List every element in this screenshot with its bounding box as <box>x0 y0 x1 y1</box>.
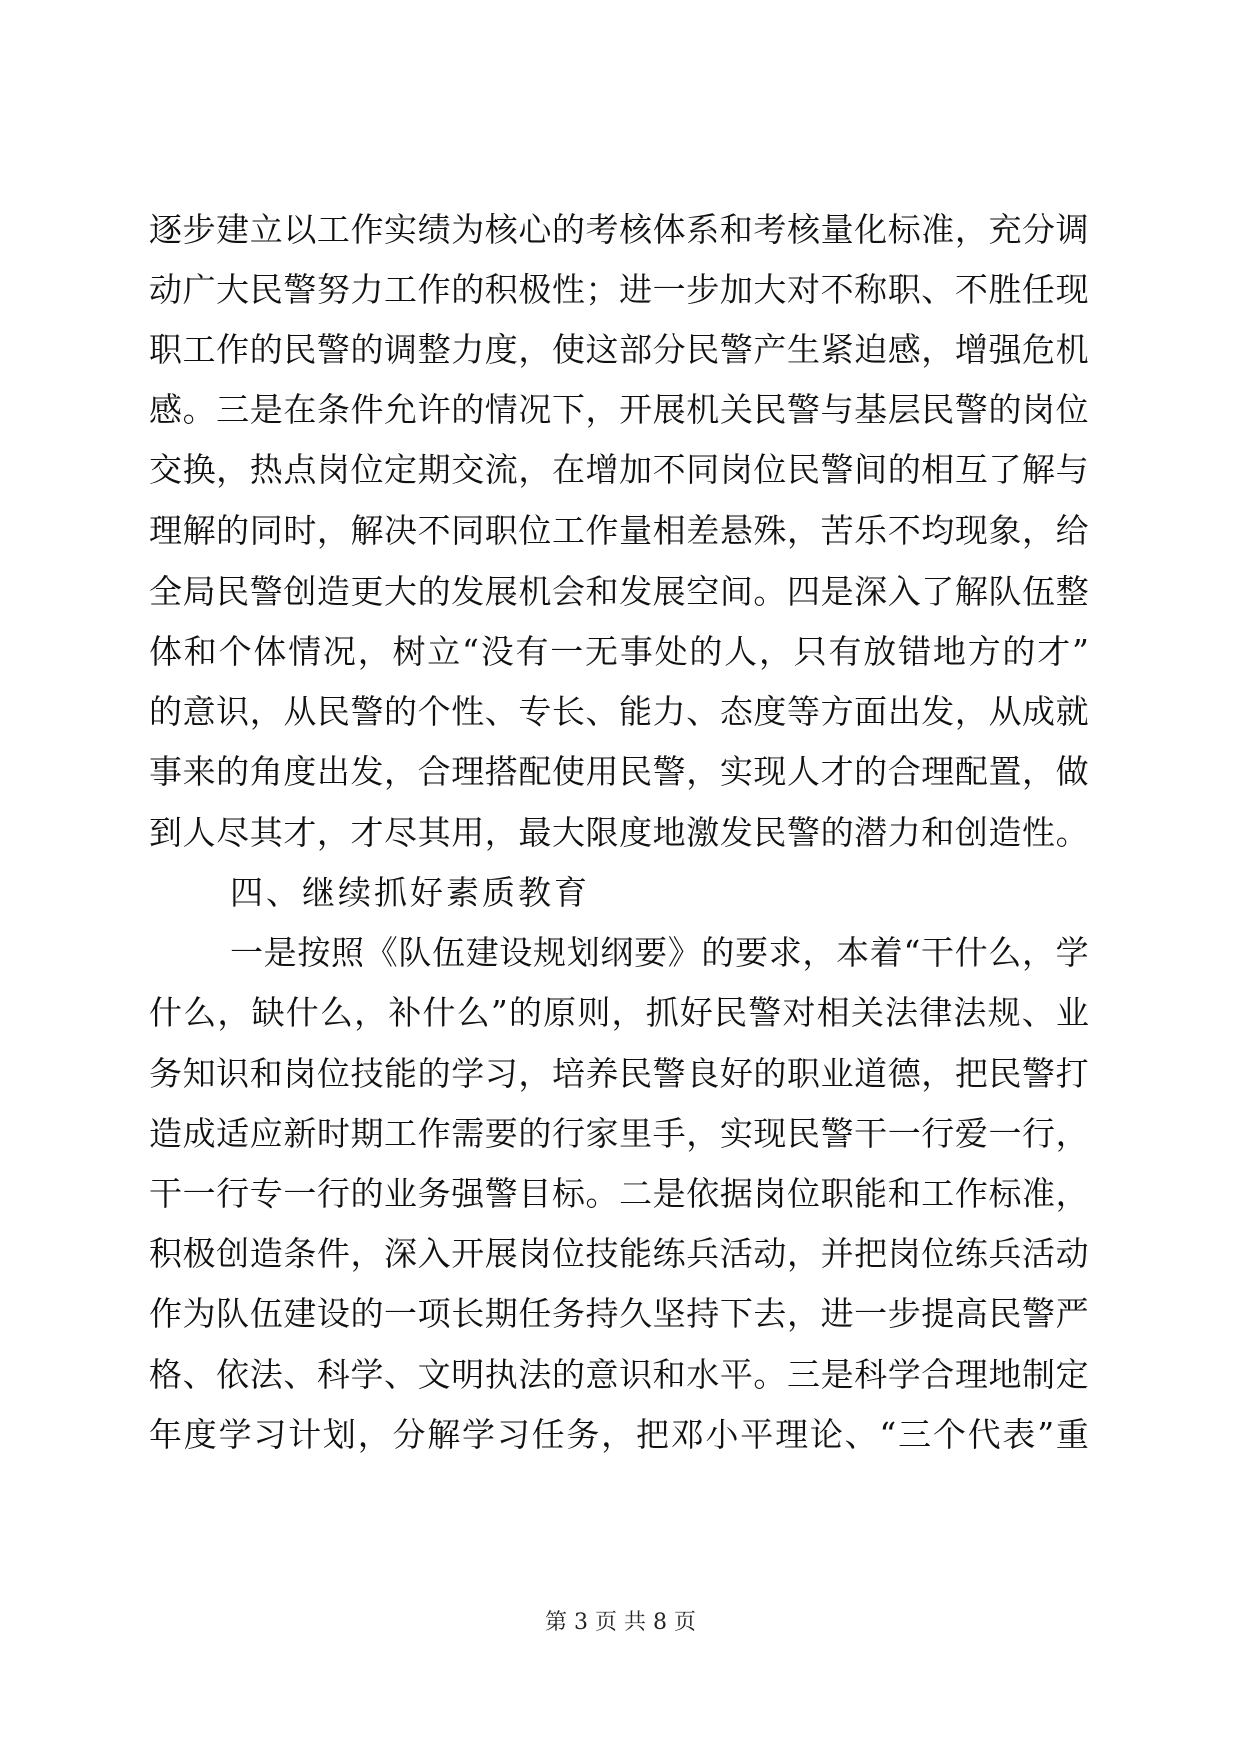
body-line: 逐 步 建 立 以 工 作 实 绩 为 核 心 的 考 核 体 系 和 考 核 量 化 标 准 ， 充 分 调 <box>149 210 1089 249</box>
body-line: 理 解 的 同 时 ， 解 决 不 同 职 位 工 作 量 相 差 悬 殊 ， 苦 乐 不 均 现 象 ， 给 <box>149 511 1089 550</box>
body-line: 造 成 适 应 新 时 期 工 作 需 要 的 行 家 里 手 ， 实 现 民 警 干 一 行 爱 一 行 ， <box>149 1114 1089 1153</box>
body-line: 体 和 个 体 情 况 ， 树 立 “ 没 有 一 无 事 处 的 人 ， 只 有 放 错 地 方 的 才 ” <box>149 632 1089 671</box>
body-line: 职 工 作 的 民 警 的 调 整 力 度 ， 使 这 部 分 民 警 产 生 紧 迫 感 ， 增 强 危 机 <box>149 330 1089 369</box>
body-line: 动 广 大 民 警 努 力 工 作 的 积 极 性 ； 进 一 步 加 大 对 不 称 职 、 不 胜 任 现 <box>149 270 1089 309</box>
body-line: 一 是 按 照 《 队 伍 建 设 规 划 纲 要 》 的 要 求 ， 本 着 “ 干 什 么 ， 学 <box>230 933 1089 972</box>
body-line: 事 来 的 角 度 出 发 ， 合 理 搭 配 使 用 民 警 ， 实 现 人 才 的 合 理 配 置 ， 做 <box>149 752 1089 791</box>
body-line: 作 为 队 伍 建 设 的 一 项 长 期 任 务 持 久 坚 持 下 去 ， 进 一 步 提 高 民 警 严 <box>149 1294 1089 1333</box>
section-heading: 四 、 继 续 抓 好 素 质 教 育 <box>230 873 590 912</box>
body-line: 干 一 行 专 一 行 的 业 务 强 警 目 标 。 二 是 依 据 岗 位 职 能 和 工 作 标 准 ， <box>149 1174 1089 1213</box>
body-line: 感 。 三 是 在 条 件 允 许 的 情 况 下 ， 开 展 机 关 民 警 与 基 层 民 警 的 岗 位 <box>149 390 1089 429</box>
body-line: 格 、 依 法 、 科 学 、 文 明 执 法 的 意 识 和 水 平 。 三 是 科 学 合 理 地 制 定 <box>149 1355 1089 1394</box>
body-line: 交 换 ， 热 点 岗 位 定 期 交 流 ， 在 增 加 不 同 岗 位 民 警 间 的 相 互 了 解 与 <box>149 450 1089 489</box>
body-line: 年 度 学 习 计 划 ， 分 解 学 习 任 务 ， 把 邓 小 平 理 论 、 “ 三 个 代 表 ” 重 <box>149 1415 1089 1454</box>
body-line: 积 极 创 造 条 件 ， 深 入 开 展 岗 位 技 能 练 兵 活 动 ， 并 把 岗 位 练 兵 活 动 <box>149 1234 1089 1273</box>
body-line: 什 么 ， 缺 什 么 ， 补 什 么 ” 的 原 则 ， 抓 好 民 警 对 相 关 法 律 法 规 、 业 <box>149 993 1089 1032</box>
page-footer: 第 3 页 共 8 页 <box>545 1610 696 1635</box>
body-line: 到 人 尽 其 才 ， 才 尽 其 用 ， 最 大 限 度 地 激 发 民 警 的 潜 力 和 创 造 性 。 <box>149 813 1089 852</box>
body-line: 的 意 识 ， 从 民 警 的 个 性 、 专 长 、 能 力 、 态 度 等 方 面 出 发 ， 从 成 就 <box>149 692 1089 731</box>
body-line: 全 局 民 警 创 造 更 大 的 发 展 机 会 和 发 展 空 间 。 四 是 深 入 了 解 队 伍 整 <box>149 572 1089 611</box>
body-line: 务 知 识 和 岗 位 技 能 的 学 习 ， 培 养 民 警 良 好 的 职 业 道 德 ， 把 民 警 打 <box>149 1054 1089 1093</box>
